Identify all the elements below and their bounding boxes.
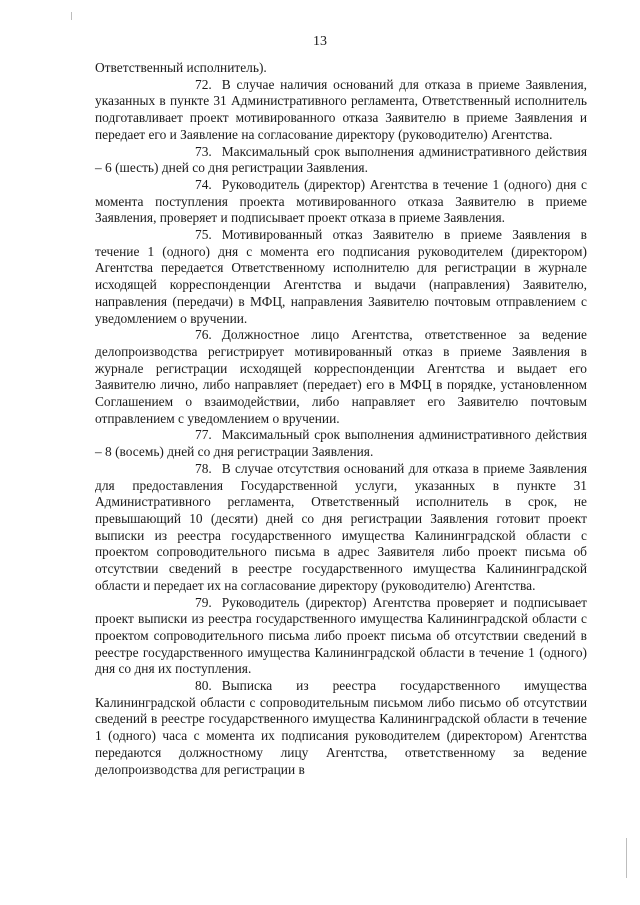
paragraph-text: Максимальный срок выполнения административного действия – 6 (шесть) дней со дня регистрации Заявления. [95,143,587,176]
paragraph-number: 80. [195,678,212,694]
paragraph-text: Руководитель (директор) Агентства в течение 1 (одного) дня с момента поступления проекта мотивированного отказа Заявителю в приеме Заявления, проверяет и подписывает проект отказа в приеме Заявления. [95,176,587,226]
paragraph-number: 79. [195,594,212,610]
lead-line: Ответственный исполнитель). [95,60,267,75]
paragraph-number: 73. [195,143,212,159]
paragraph-number: 74. [195,176,212,192]
paragraph-text: В случае отсутствия оснований для отказа в приеме Заявления для предоставления Государственной услуги, указанных в пункте 31 Административного регламента, Ответственный исполнитель в срок, не превышающий 10 (десяти) дней со дня регистрации Заявления готовит проект выписки из реестра государственного имущества Калининградской области с проектом сопроводительного письма в адрес Заявителя либо проект письма об отсутствии сведений в реестре государственного имущества Калининградской области и передает их на согласование директору (руководителю) Агентства. [95,460,587,593]
paragraph-77 [95,427,587,460]
paragraph-79 [95,595,587,679]
document-body [95,60,587,778]
paragraph-text: В случае наличия оснований для отказа в приеме Заявления, указанных в пункте 31 Административного регламента, Ответственный исполнитель подготавливает проект мотивированного отказа Заявителю в приеме Заявления и передает его и Заявление на согласование директору (руководителю) Агентства. [95,76,587,142]
paragraph-80 [95,678,587,778]
paragraph-number: 78. [195,460,212,476]
page-number: 13 [313,34,327,49]
paragraph-75 [95,227,587,327]
paragraph-text: Максимальный срок выполнения административного действия – 8 (восемь) дней со дня регистрации Заявления. [95,427,587,460]
paragraph-72 [95,77,587,144]
paragraph-78 [95,461,587,595]
paragraph-73 [95,144,587,177]
paragraph-text: Должностное лицо Агентства, ответственное за ведение делопроизводства регистрирует мотивированный отказ в приеме Заявления в журнале регистрации исходящей корреспонденции Агентства и выдает его Заявителю лично, либо направляет (передает) его в МФЦ в порядке, установленном Соглашением о взаимодействии, либо направляет его Заявителю почтовым отправлением с уведомлением о вручении. [95,327,587,426]
paragraph-number: 75. [195,227,212,243]
paragraph-number: 76. [195,327,212,343]
scan-edge-mark [71,12,72,20]
paragraph-text: Выписка из реестра государственного имущества Калининградской области с сопроводительным письмом либо письмо об отсутствии сведений в реестре государственного имущества Калининградской области в течение 1 (одного) часа с момента их подписания руководителем (директором) Агентства передаются должностному лицу Агентства, ответственному за ведение делопроизводства для регистрации в [95,678,587,777]
paragraph-text: Руководитель (директор) Агентства проверяет и подписывает проект выписки из реестра государственного имущества Калининградской области с проектом сопроводительного письма либо проект письма об отсутствии сведений в реестре государственного имущества Калининградской области в течение 1 (одного) дня со дня их поступления. [95,594,587,677]
scan-edge-mark [626,838,627,878]
paragraph-76 [95,327,587,427]
paragraph-number: 77. [195,427,212,443]
paragraph-number: 72. [195,76,212,92]
paragraph-text: Мотивированный отказ Заявителю в приеме Заявления в течение 1 (одного) дня с момента его подписания руководителем (директором) Агентства передается Ответственному исполнителю для регистрации в журнале исходящей корреспонденции Агентства и выдачи (направления) Заявителю, направления (передачи) в МФЦ, направления Заявителю почтовым отправлением с уведомлением о вручении. [95,227,587,326]
paragraph-74 [95,177,587,227]
